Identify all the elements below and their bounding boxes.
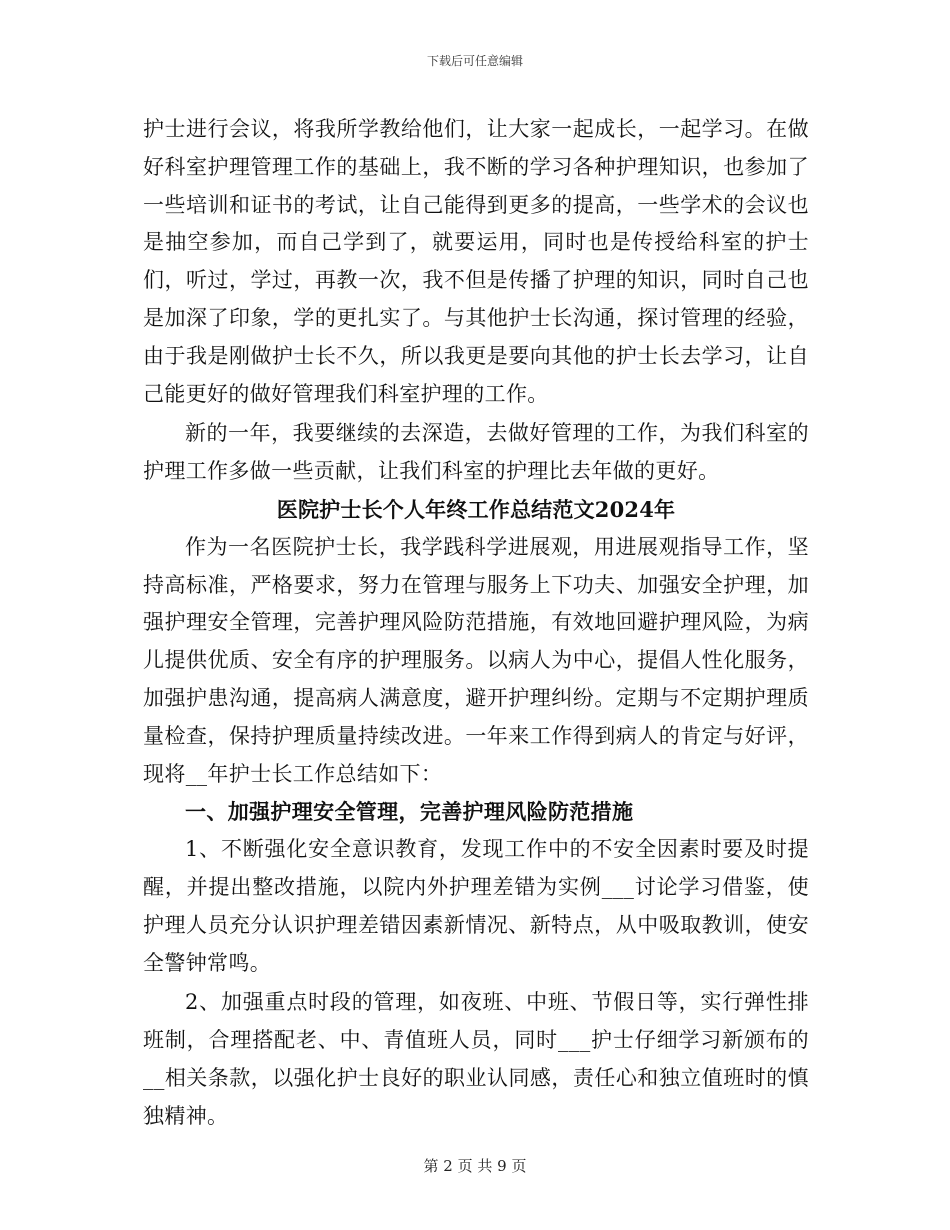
paragraph-continued: 护士进行会议，将我所学教给他们，让大家一起成长，一起学习。在做好科室护理管理工作的基础上，我不断的学习各种护理知识，也参加了一些培训和证书的考试，让自己能得到更多的提高，一些学术的会议也是抽空参加，而自己学到了，就要运用，同时也是传授给科室的护士们，听过，学过，再教一次，我不但是传播了护理的知识，同时自己也是加深了印象，学的更扎实了。与其他护士长沟通，探讨管理的经验，由于我是刚做护士长不久，所以我更是要向其他的护士长去学习，让自己能更好的做好管理我们科室护理的工作。 xyxy=(143,117,809,406)
list-item-1: 1、不断强化安全意识教育，发现工作中的不安全因素时要及时提醒，并提出整改措施，以院内外护理差错为实例___讨论学习借鉴，使护理人员充分认识护理差错因素新情况、新特点，从中吸取教训，使安全警钟常鸣。 xyxy=(143,837,809,975)
paragraph-new-year: 新的一年，我要继续的去深造，去做好管理的工作，为我们科室的护理工作多做一些贡献，让我们科室的护理比去年做的更好。 xyxy=(143,421,809,484)
list-item-2: 2、加强重点时段的管理，如夜班、中班、节假日等，实行弹性排班制，合理搭配老、中、青值班人员，同时___护士仔细学习新颁布的__相关条款，以强化护士良好的职业认同感，责任心和独立值班时的慎独精神。 xyxy=(143,990,809,1128)
page-header: 下载后可任意编辑 xyxy=(426,54,523,68)
section-heading-1: 一、加强护理安全管理，完善护理风险防范措施 xyxy=(185,799,634,825)
paragraph-intro: 作为一名医院护士长，我学践科学进展观，用进展观指导工作，坚持高标准，严格要求，努力在管理与服务上下功夫、加强安全护理，加强护理安全管理，完善护理风险防范措施，有效地回避护理风险，为病儿提供优质、安全有序的护理服务。以病人为中心，提倡人性化服务，加强护患沟通，提高病人满意度，避开护理纠纷。定期与不定期护理质量检查，保持护理质量持续改进。一年来工作得到病人的肯定与好评，现将__年护士长工作总结如下： xyxy=(143,534,809,786)
page-footer: 第 2 页 共 9 页 xyxy=(423,1157,527,1175)
document-title: 医院护士长个人年终工作总结范文2024年 xyxy=(276,496,676,522)
document-body xyxy=(143,111,809,1136)
